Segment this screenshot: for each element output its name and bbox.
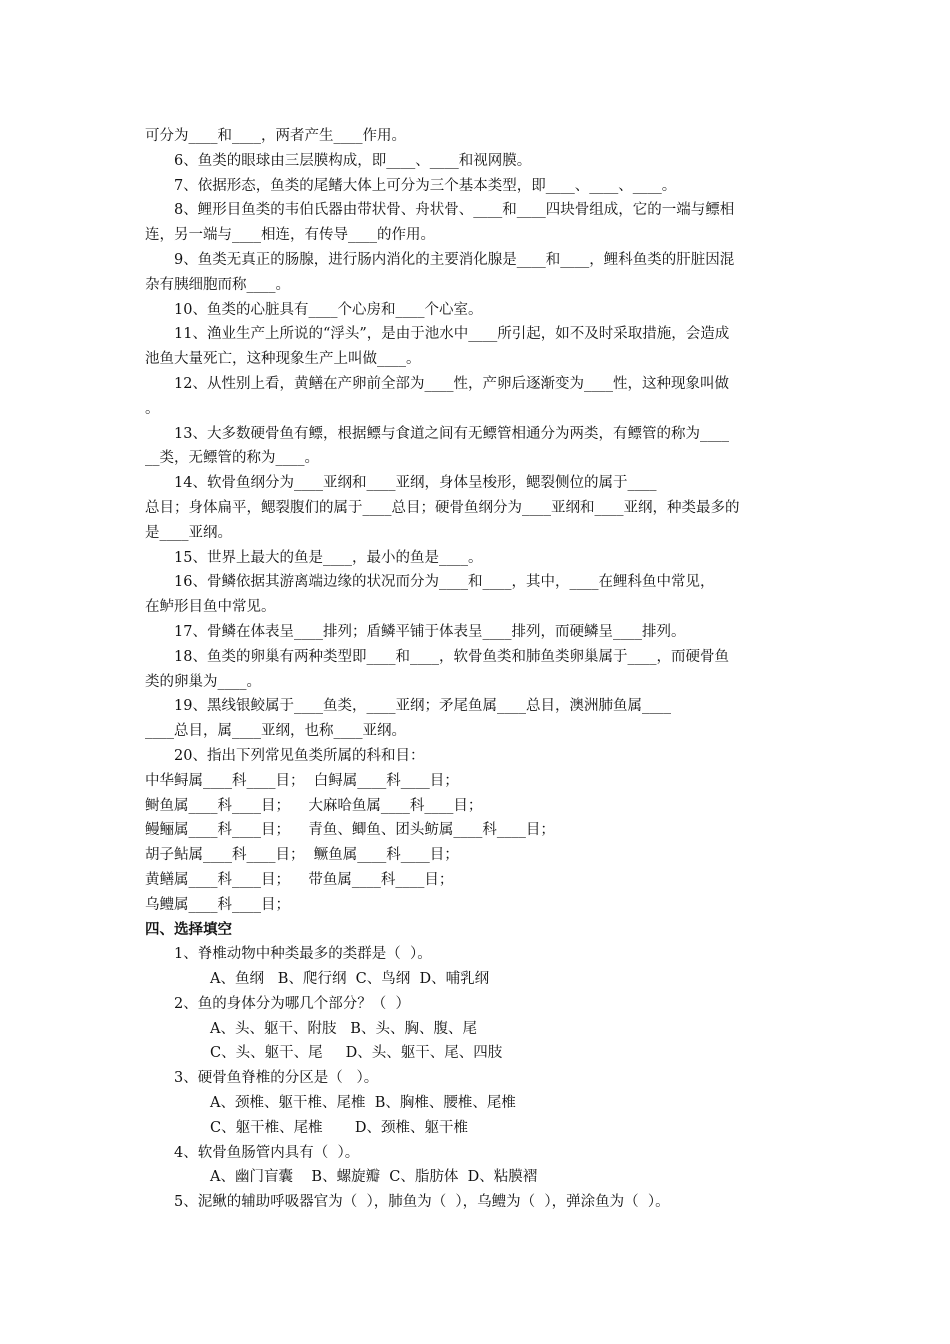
fish-item-line: 黄鳝属____科____目； 带鱼属____科____目； [145,871,454,888]
question-9: 9、鱼类无真正的肠腺，进行肠内消化的主要消化腺是____和____，鲤科鱼类的肝脏因混 [174,251,735,268]
question-14-cont: 总目；身体扁平，鳃裂腹们的属于____总目；硬骨鱼纲分为____亚纲和____亚纲，种类最多的 [145,499,740,516]
question-6: 6、鱼类的眼球由三层膜构成，即____、____和视网膜。 [174,152,532,169]
choice-question-3: 3、硬骨鱼脊椎的分区是（ ）。 [174,1070,379,1087]
question-14: 14、软骨鱼纲分为____亚纲和____亚纲，身体呈梭形，鳃裂侧位的属于____ [174,475,657,492]
choice-options: A、头、躯干、附肢 B、头、胸、腹、尾 [210,1020,477,1037]
question-9-cont: 杂有胰细胞而称____。 [145,276,290,293]
question-12: 12、从性别上看，黄鳝在产卵前全部为____性，产卵后逐渐变为____性，这种现象叫做 [174,375,729,392]
choice-options: C、躯干椎、尾椎 D、颈椎、躯干椎 [210,1119,468,1136]
fish-item-line: 乌鳢属____科____目； [145,896,290,913]
question-15: 15、世界上最大的鱼是____，最小的鱼是____。 [174,549,483,566]
choice-options: A、幽门盲囊 B、螺旋瓣 C、脂肪体 D、粘膜褶 [210,1169,538,1186]
question-13: 13、大多数硬骨鱼有鳔，根据鳔与食道之间有无鳔管相通分为两类，有鳔管的称为____ [174,425,729,442]
choice-question-2: 2、鱼的身体分为哪几个部分？（ ） [174,995,410,1012]
choice-question-5: 5、泥鳅的辅助呼吸器官为（ ），肺鱼为（ ），乌鳢为（ ），弹涂鱼为（ ）。 [174,1194,670,1211]
question-14-cont-2: 是____亚纲。 [145,524,232,541]
question-7: 7、依据形态，鱼类的尾鳍大体上可分为三个基本类型，即____、____、____。 [174,177,677,194]
fish-item-line: 胡子鲇属____科____目； 鳜鱼属____科____目； [145,847,459,864]
question-10: 10、鱼类的心脏具有____个心房和____个心室。 [174,301,483,318]
fish-item-line: 鲥鱼属____科____目； 大麻哈鱼属____科____目； [145,797,483,814]
section-heading: 四、选择填空 [145,921,232,938]
question-13-cont: __类，无鳔管的称为____。 [145,450,319,467]
question-11-cont: 池鱼大量死亡，这种现象生产上叫做____。 [145,351,421,368]
fish-item-line: 中华鲟属____科____目； 白鲟属____科____目； [145,772,459,789]
question-8-cont: 连，另一端与____相连，有传导____的作用。 [145,227,435,244]
question-18-cont: 类的卵巢为____。 [145,673,261,690]
question-18: 18、鱼类的卵巢有两种类型即____和____，软骨鱼类和肺鱼类卵巢属于____，而硬骨鱼 [174,648,729,665]
choice-options: A、颈椎、躯干椎、尾椎 B、胸椎、腰椎、尾椎 [210,1095,516,1112]
choice-options: A、鱼纲 B、爬行纲 C、鸟纲 D、哺乳纲 [210,971,490,988]
text-line: 可分为____和____，两者产生____作用。 [145,128,406,144]
question-16: 16、骨鳞依据其游离端边缘的状况而分为____和____，其中，____在鲤科鱼中常见， [174,574,715,591]
question-8: 8、鲤形目鱼类的韦伯氏器由带状骨、舟状骨、____和____四块骨组成，它的一端与鳔相 [174,202,735,219]
question-16-cont: 在鲈形目鱼中常见。 [145,599,276,616]
question-20: 20、指出下列常见鱼类所属的科和目： [174,747,425,764]
choice-question-1: 1、脊椎动物中种类最多的类群是（ ）。 [174,946,432,963]
question-19: 19、黑线银鲛属于____鱼类，____亚纲；矛尾鱼属____总目，澳洲肺鱼属____ [174,698,671,715]
question-11: 11、渔业生产上所说的“浮头”，是由于池水中____所引起，如不及时采取措施，会造成 [174,326,730,343]
question-19-cont: ____总目，属____亚纲，也称____亚纲。 [145,723,406,740]
fish-item-line: 鳗鲡属____科____目； 青鱼、鲫鱼、团头鲂属____科____目； [145,822,555,839]
choice-options: C、头、躯干、尾 D、头、躯干、尾、四肢 [210,1045,503,1062]
document-body [145,124,810,1215]
choice-question-4: 4、软骨鱼肠管内具有（ ）。 [174,1144,360,1161]
question-12-cont: 。 [145,400,160,417]
question-17: 17、骨鳞在体表呈____排列；盾鳞平铺于体表呈____排列，而硬鳞呈____排列。 [174,623,686,640]
